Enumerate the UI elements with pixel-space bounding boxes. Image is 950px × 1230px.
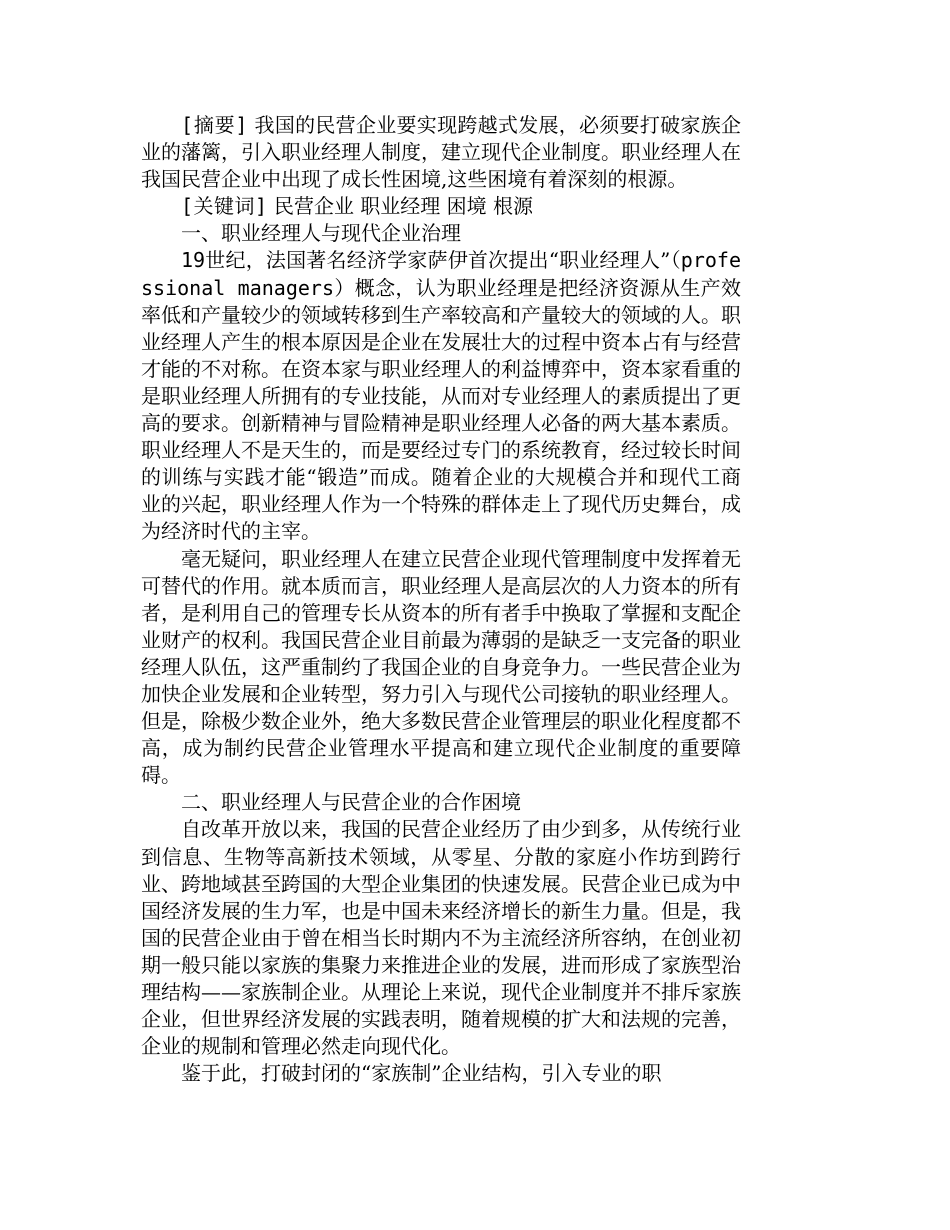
section-1-paragraph-1-text-a: 世纪，法国著名经济学家萨伊首次提出“职业经理人”（	[205, 248, 681, 273]
section-1-paragraph-1-text-b: ）概念，认为职业经理是把经济资源从生产效率低和产量较少的领域转移到生产率较高和产量较大的领域的人。职业经理人产生的根本原因是企业在发展壮大的过程中资本占有与经营才能的不对称。在资本家与职业经理人的利益博弈中，资本家看重的是职业经理人所拥有的专业技能，从而对专业经理人的素质提出了更高的要求。创新精神与冒险精神是职业经理人必备的两大基本素质。职业经理人不是天生的，而是要经过专门的系统教育，经过较长时间的训练与实践才能“锻造”而成。随着企业的大规模合并和现代工商业的兴起，职业经理人作为一个特殊的群体走上了现代历史舞台，成为经济时代的主宰。	[141, 275, 742, 544]
document-page	[141, 112, 741, 1087]
century-number: 19	[181, 248, 206, 273]
keywords-text: 民营企业 职业经理 困境 根源	[267, 194, 534, 219]
abstract-text: 我国的民营企业要实现跨越式发展，必须要打破家族企业的藩篱，引入职业经理人制度，建立现代企业制度。职业经理人在我国民营企业中出现了成长性困境,这些困境有着深刻的根源。	[141, 113, 741, 192]
abstract-label: [摘要]	[181, 113, 248, 137]
section-2-paragraph-2: 鉴于此，打破封闭的“家族制”企业结构，引入专业的职	[181, 1061, 662, 1086]
abstract-paragraph	[141, 112, 741, 193]
section-2-paragraph-1: 自改革开放以来，我国的民营企业经历了由少到多，从传统行业到信息、生物等高新技术领域，从零星、分散的家庭小作坊到跨行业、跨地域甚至跨国的大型企业集团的快速发展。民营企业已成为中国经济发展的生力军，也是中国未来经济增长的新生力量。但是，我国的民营企业由于曾在相当长时期内不为主流经济所容纳，在创业初期一般只能以家族的集聚力来推进企业的发展，进而形成了家族型治理结构——家族制企业。从理论上来说，现代企业制度并不排斥家族企业，但世界经济发展的实践表明，随着规模的扩大和法规的完善，企业的规制和管理必然走向现代化。	[141, 817, 741, 1059]
english-term: professional managers	[141, 248, 741, 300]
section-2-heading: 二、职业经理人与民营企业的合作困境	[181, 790, 521, 815]
keywords-label: [关键词]	[181, 194, 268, 219]
keywords-paragraph	[141, 193, 741, 220]
section-1-paragraph-1	[141, 247, 741, 545]
section-1-heading: 一、职业经理人与现代企业治理	[181, 221, 461, 246]
section-1-paragraph-2: 毫无疑问，职业经理人在建立民营企业现代管理制度中发挥着无可替代的作用。就本质而言，职业经理人是高层次的人力资本的所有者，是利用自己的管理专长从资本的所有者手中换取了掌握和支配企业财产的权利。我国民营企业目前最为薄弱的是缺乏一支完备的职业经理人队伍，这严重制约了我国企业的自身竞争力。一些民营企业为加快企业发展和企业转型，努力引入与现代公司接轨的职业经理人。但是，除极少数企业外，绝大多数民营企业管理层的职业化程度都不高，成为制约民营企业管理水平提高和建立现代企业制度的重要障碍。	[141, 546, 741, 788]
